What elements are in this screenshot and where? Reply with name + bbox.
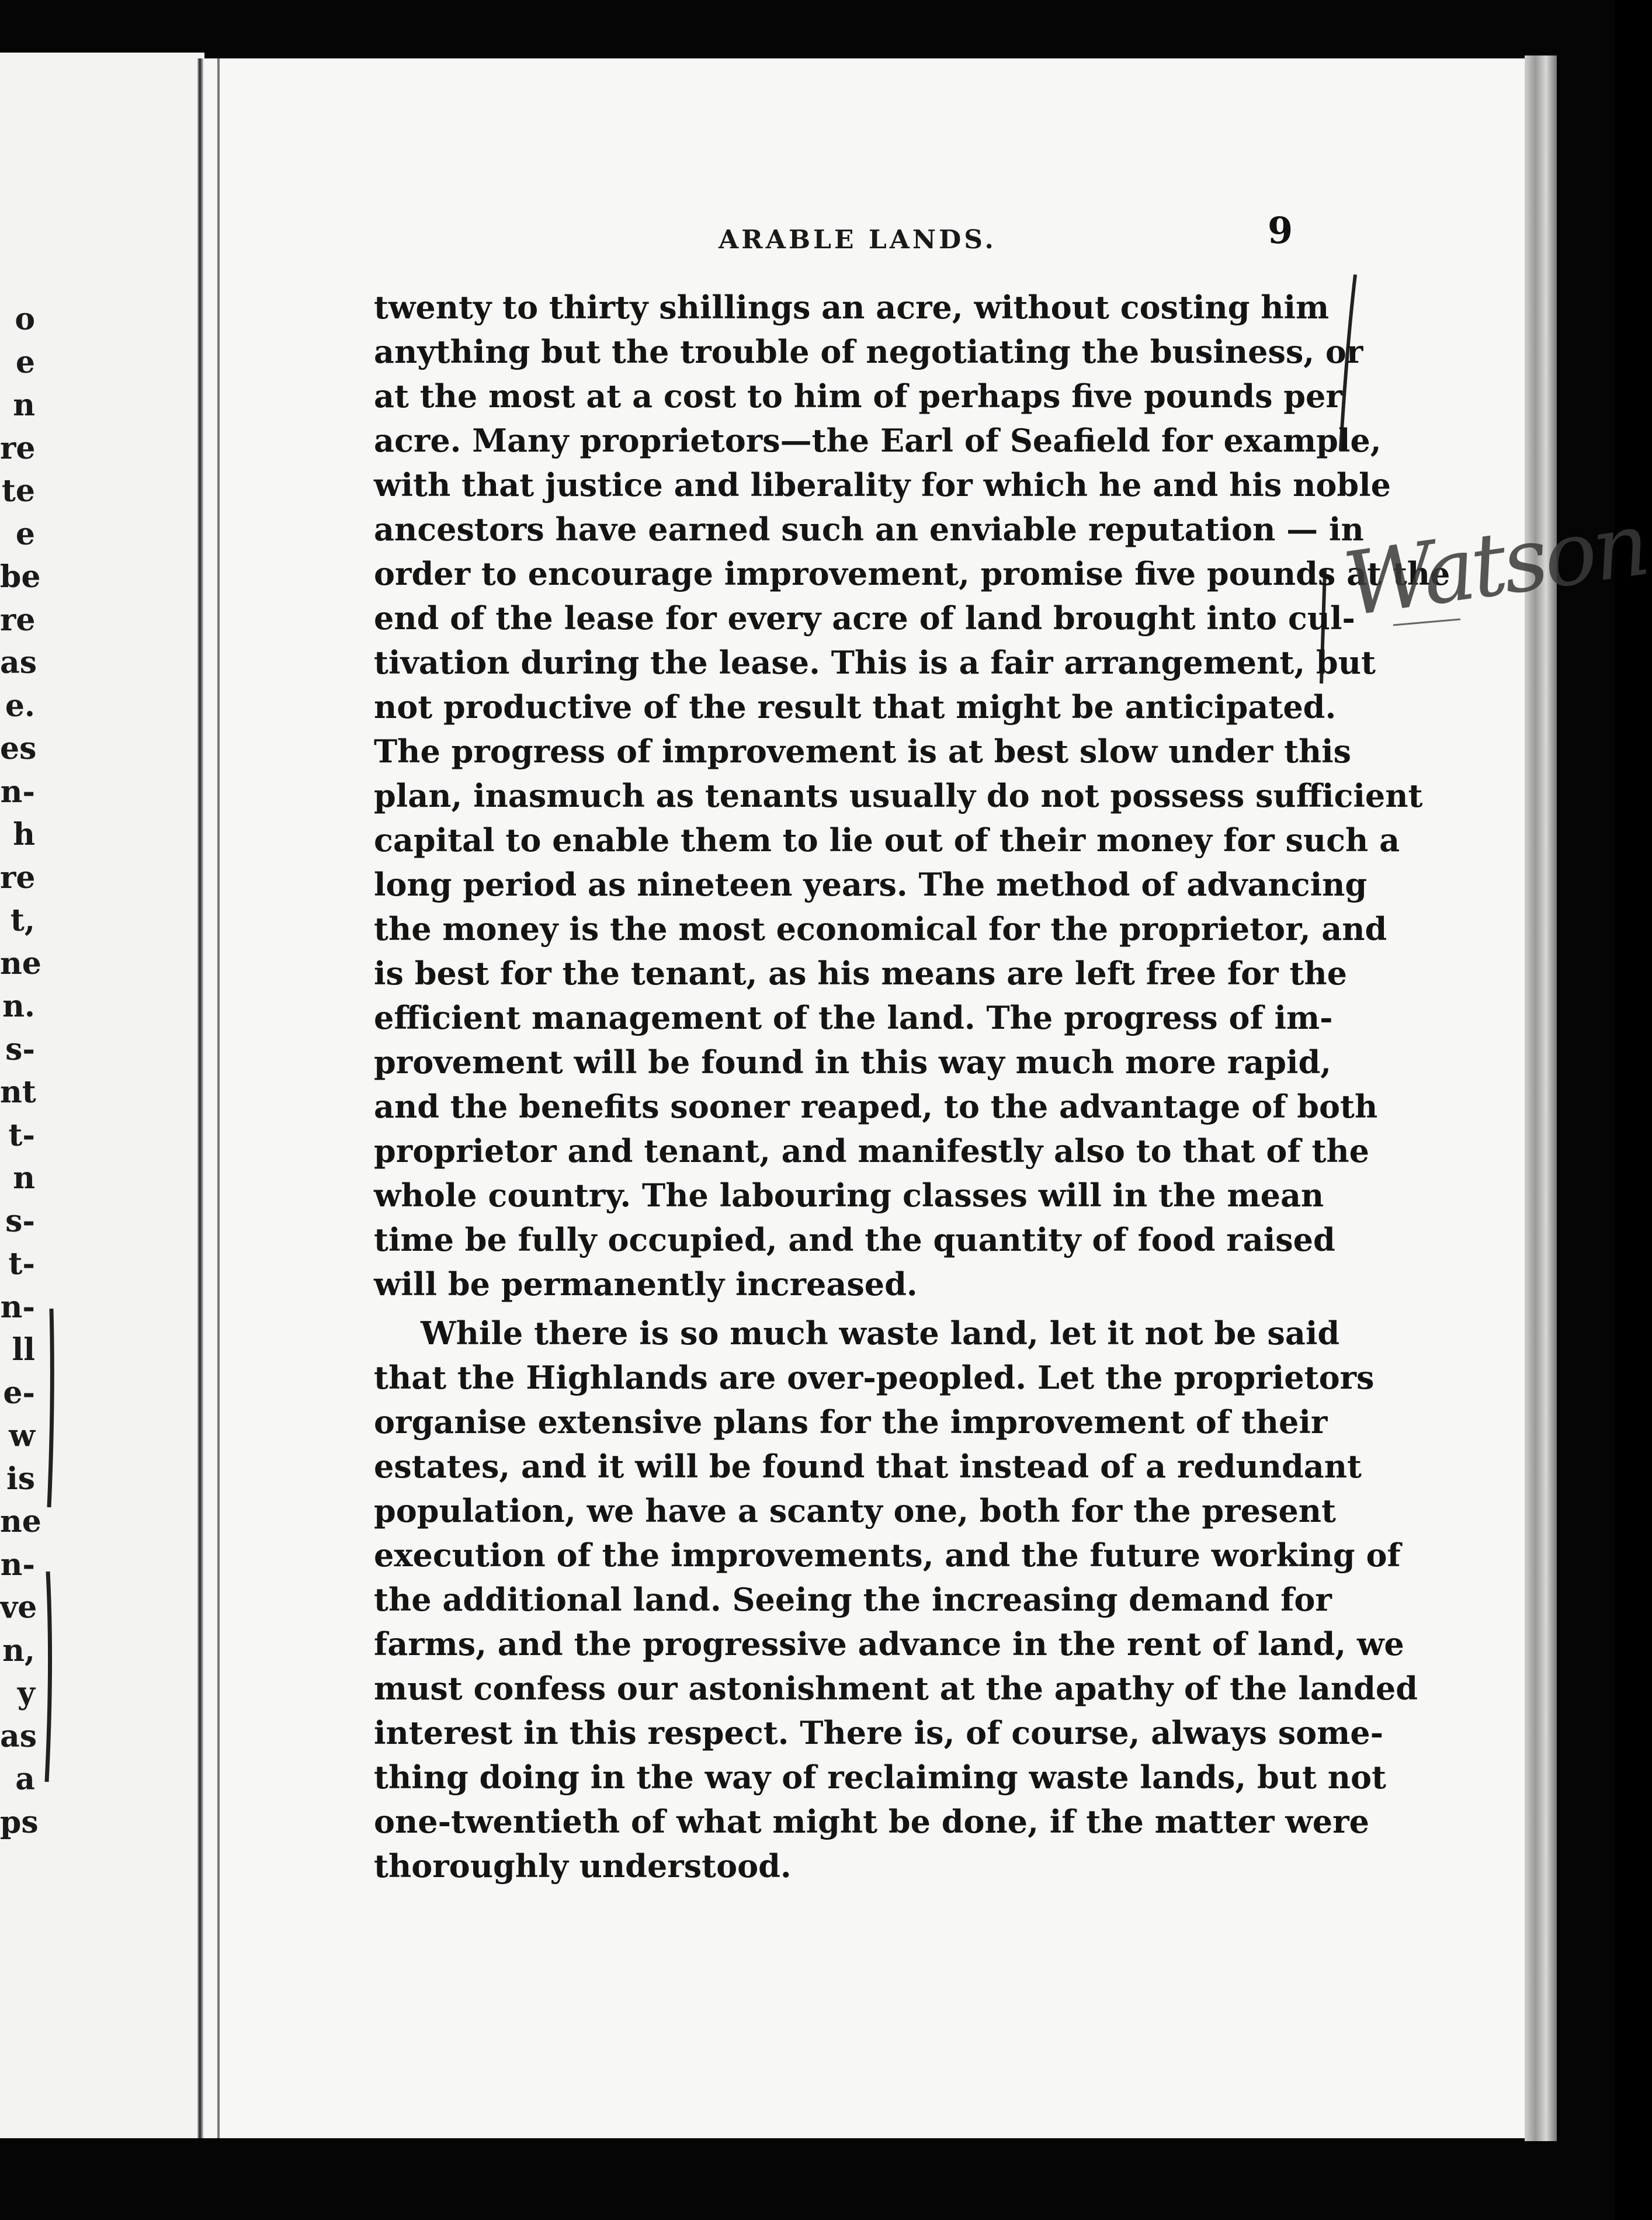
text-line: acre. Many proprietors—the Earl of Seafield for example, (374, 422, 1382, 459)
left-page-fragment: be (0, 559, 41, 595)
text-line: execution of the improvements, and the future working of (374, 1536, 1401, 1574)
text-line: order to encourage improvement, promise five pounds at the (374, 555, 1450, 592)
text-line: The progress of improvement is at best slow under this (374, 733, 1352, 770)
running-head: ARABLE LANDS. (719, 225, 997, 255)
text-line: long period as nineteen years. The method of advancing (374, 866, 1368, 903)
text-line: twenty to thirty shillings an acre, without costing him (374, 289, 1330, 326)
text-line: interest in this respect. There is, of course, always some- (374, 1714, 1384, 1751)
text-line: organise extensive plans for the improvement of their (374, 1403, 1328, 1441)
left-page-fragment: e- (3, 1375, 35, 1411)
left-page-fragment: o (15, 301, 35, 337)
text-line: not productive of the result that might be anticipated. (374, 688, 1337, 726)
text-line: ancestors have earned such an enviable reputation — in (374, 511, 1364, 548)
left-page-fragment: n (13, 387, 35, 423)
left-page-fragment: nt (0, 1074, 36, 1110)
handwritten-annotation: Watson (1338, 493, 1652, 637)
left-page-fragment: n. (2, 988, 35, 1024)
left-page-fragment: te (1, 473, 35, 509)
left-page-fragment: re (0, 859, 36, 896)
text-line: one-twentieth of what might be done, if the matter were (374, 1803, 1369, 1840)
left-page-fragment: e (15, 516, 35, 552)
text-line: must confess our astonishment at the apathy of the landed (374, 1670, 1418, 1707)
left-page-fragment: e. (5, 688, 35, 724)
left-page-fragment: e (15, 344, 35, 380)
text-line: tivation during the lease. This is a fair arrangement, but (374, 644, 1376, 681)
text-line: capital to enable them to lie out of their money for such a (374, 821, 1400, 859)
text-line: While there is so much waste land, let it not be said (421, 1314, 1340, 1352)
left-page-fragment: n- (0, 773, 35, 810)
text-line: proprietor and tenant, and manifestly also to that of the (374, 1132, 1370, 1170)
text-line: farms, and the progressive advance in the rent of land, we (374, 1625, 1404, 1663)
left-page-fragment: t- (8, 1117, 35, 1153)
left-page-fragment: a (15, 1761, 35, 1797)
left-page-fragment: re (0, 430, 36, 466)
text-line: thing doing in the way of reclaiming waste lands, but not (374, 1758, 1386, 1796)
left-page-fragment: s- (5, 1031, 35, 1067)
text-line: the money is the most economical for the proprietor, and (374, 910, 1387, 948)
text-line: provement will be found in this way much more rapid, (374, 1043, 1332, 1081)
left-page-fragment: s- (5, 1203, 35, 1239)
left-page-fragment: es (0, 731, 37, 766)
text-line: anything but the trouble of negotiating the business, or (374, 333, 1363, 370)
text-line: and the benefits sooner reaped, to the advantage of both (374, 1088, 1378, 1125)
left-page-fragment: re (0, 602, 36, 638)
left-page-fragment: ne (0, 945, 41, 981)
left-page-fragment: n, (2, 1632, 35, 1669)
left-page-fragment: ps (0, 1804, 39, 1840)
text-line: the additional land. Seeing the increasing demand for (374, 1581, 1332, 1618)
left-page-fragment: ll (12, 1332, 35, 1368)
text-line: thoroughly understood. (374, 1847, 792, 1885)
left-page-fragment: as (0, 1718, 37, 1754)
text-line: estates, and it will be found that instead of a redundant (374, 1448, 1362, 1485)
text-line: whole country. The labouring classes will in the mean (374, 1177, 1324, 1214)
left-page-fragment: n- (0, 1289, 35, 1325)
left-page-fragment: ve (0, 1590, 37, 1625)
left-page-fragment: h (13, 817, 35, 852)
text-line: plan, inasmuch as tenants usually do not possess sufficient (374, 777, 1423, 814)
left-page-fragment: w (9, 1418, 35, 1454)
left-page-fragment: y (17, 1676, 35, 1711)
left-page-fragment: is (6, 1461, 35, 1497)
left-page-fragment: as (0, 645, 37, 681)
paragraph-2 (374, 1311, 1418, 1888)
text-line: end of the lease for every acre of land brought into cul- (374, 599, 1355, 637)
text-line: time be fully occupied, and the quantity of food raised (374, 1221, 1335, 1258)
body-text (374, 285, 1450, 1888)
text-line: population, we have a scanty one, both for the present (374, 1492, 1336, 1529)
left-page-fragment: n (13, 1160, 35, 1196)
page-number: 9 (1268, 209, 1293, 252)
left-page-fragment: ne (0, 1504, 41, 1539)
text-line: at the most at a cost to him of perhaps five pounds per (374, 377, 1342, 415)
text-line: with that justice and liberality for which he and his noble (374, 466, 1391, 504)
text-line: is best for the tenant, as his means are left free for the (374, 955, 1347, 992)
text-line: efficient management of the land. The progress of im- (374, 999, 1333, 1036)
paragraph-1 (374, 285, 1450, 1306)
left-page-fragment: t- (8, 1246, 35, 1282)
left-page-fragment: t, (10, 903, 35, 938)
left-page-fragment: n- (0, 1546, 35, 1583)
text-line: will be permanently increased. (374, 1265, 918, 1303)
text-line: that the Highlands are over-peopled. Let the proprietors (374, 1359, 1375, 1396)
